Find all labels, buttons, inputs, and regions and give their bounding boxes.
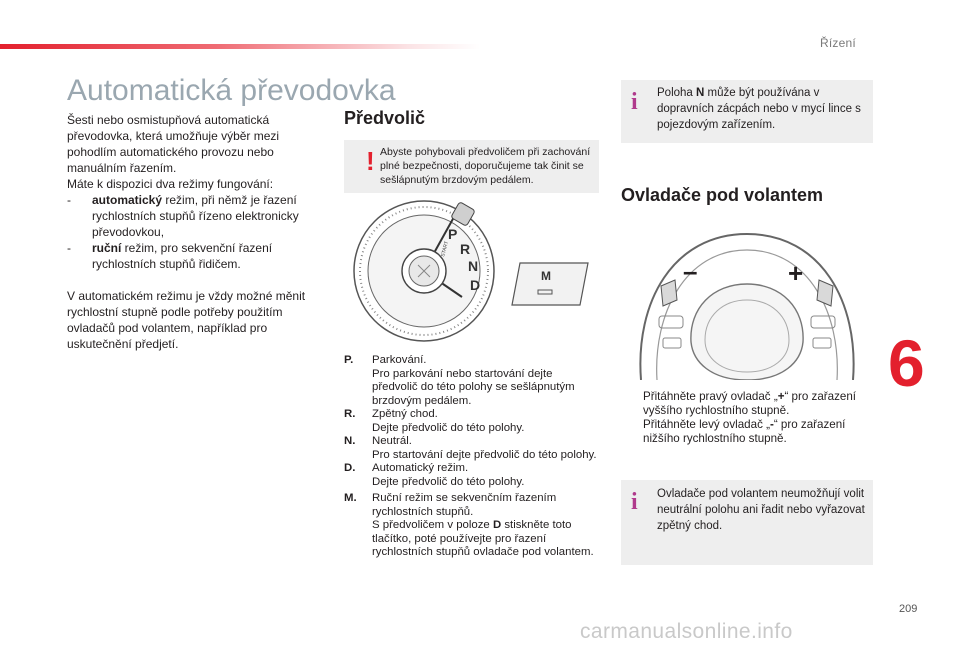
mode-desc: režim, pro sekvenční řazení rychlostních stupňů řidičem. <box>92 241 273 271</box>
warning-box <box>344 140 599 193</box>
gear-text: S předvoličem v poloze <box>372 519 493 531</box>
gear-item-d <box>344 462 599 476</box>
section-label: Řízení <box>820 36 856 50</box>
gear-item-p <box>344 354 599 368</box>
header-accent-bar <box>0 44 480 49</box>
gear-key: R. <box>344 408 356 420</box>
gear-instruction <box>344 368 599 409</box>
mode-name: ruční <box>92 241 122 255</box>
paddle-text-bold: + <box>777 390 785 403</box>
info-text-bold: N <box>696 87 705 99</box>
start-label: START <box>440 240 451 258</box>
watermark: carmanualsonline.info <box>580 620 793 643</box>
gear-title: Zpětný chod. <box>372 408 438 420</box>
info-text-top <box>657 85 871 133</box>
dial-letter-r: R <box>460 241 471 257</box>
paddle-minus-shape <box>661 280 677 306</box>
gear-text: stiskněte toto tlačítko, poté používejte pro řazení rychlostních stupňů ovladače pod volantem. <box>372 519 594 558</box>
gear-text: Dejte předvolič do této polohy. <box>372 475 525 488</box>
paddle-text: “ pro zařazení nižšího rychlostního stupně. <box>643 418 846 445</box>
mode-item-manual <box>67 240 319 272</box>
paddle-item-minus <box>621 418 876 446</box>
gear-key: P. <box>344 354 354 366</box>
mode-name: automatický <box>92 193 163 207</box>
gear-title: Automatický režim. <box>372 462 469 474</box>
dial-letter-d: D <box>470 277 481 293</box>
paddle-text-bold: - <box>769 418 774 431</box>
gear-instruction <box>344 519 599 560</box>
paddle-plus-shape <box>817 280 833 306</box>
gear-instruction <box>344 476 599 490</box>
gear-selector-illustration <box>344 199 599 345</box>
info-box-top <box>621 80 873 143</box>
gear-text: Pro parkování nebo startování dejte předvolič do této polohy se sešlápnutým brzdovým pedálem. <box>372 367 575 407</box>
auto-mode-note: V automatickém režimu je vždy možné měnit rychlostní stupně podle potřeby použitím ovladačů pod volantem, například pro uskutečnění předjetí. <box>67 289 306 351</box>
paddles-heading: Ovladače pod volantem <box>621 185 824 205</box>
gear-item-r <box>344 408 599 422</box>
gear-item-m <box>344 492 599 519</box>
info-icon: i <box>631 89 638 115</box>
wheel-hub <box>691 284 803 380</box>
page-title: Automatická převodovka <box>67 74 396 107</box>
gear-list <box>344 354 599 560</box>
mode-desc: režim, při němž je řazení rychlostních stupňů řízeno elektronicky převodovkou, <box>92 193 299 239</box>
intro-paragraph: Šesti nebo osmistupňová automatická převodovka, která umožňuje výběr mezi pohodlím automatického provozu nebo manuálním řazením. <box>67 113 280 175</box>
mode-item-automatic <box>67 192 319 240</box>
gear-title: Neutrál. <box>372 435 412 447</box>
info-icon: i <box>631 489 638 515</box>
gear-instruction <box>344 422 599 436</box>
gear-item-n <box>344 435 599 449</box>
steering-wheel-illustration <box>621 222 873 380</box>
gear-key: M. <box>344 492 357 504</box>
modes-intro: Máte k dispozici dva režimy fungování: <box>67 177 274 191</box>
dial-letter-n: N <box>468 258 479 274</box>
gear-text-bold: D <box>492 519 502 531</box>
mode-dash: - <box>67 241 71 255</box>
dial-letter-p: P <box>448 226 458 242</box>
paddles-list <box>621 390 876 446</box>
info-box-bottom <box>621 480 873 565</box>
wheel-button-right-2 <box>813 338 831 348</box>
paddle-plus-label: + <box>788 258 804 288</box>
gear-title: Ruční režim se sekvenčním řazením rychlostních stupňů. <box>372 492 557 518</box>
chapter-number: 6 <box>888 326 925 400</box>
paddle-text: Přitáhněte pravý ovladač „ <box>643 390 778 403</box>
intro-column <box>67 112 319 352</box>
selector-heading: Předvolič <box>344 108 426 128</box>
info-text: může být používána v dopravních zácpách nebo v mycí lince s pojezdovým zařízením. <box>657 87 861 131</box>
gear-text: Dejte předvolič do této polohy. <box>372 421 525 434</box>
gear-key: N. <box>344 435 356 447</box>
gear-title: Parkování. <box>372 354 427 366</box>
info-text: Poloha <box>657 87 697 99</box>
paddle-text: Přitáhněte levý ovladač „ <box>643 418 770 431</box>
info-text-bottom: Ovladače pod volantem neumožňují volit neutrální polohu ani řadit nebo vyřazovat zpětný chod. <box>657 488 865 532</box>
warning-icon: ! <box>366 146 375 176</box>
gear-text: Pro startování dejte předvolič do této polohy. <box>372 448 597 461</box>
mode-dash: - <box>67 193 71 207</box>
paddle-text: “ pro zařazení vyššího rychlostního stupně. <box>643 390 856 417</box>
m-button-label: M <box>541 269 551 283</box>
paddle-item-plus <box>621 390 876 418</box>
warning-text: Abyste pohybovali předvoličem při zachování plné bezpečnosti, doporučujeme tak činit se sešlápnutým brzdovým pedálem. <box>380 146 591 186</box>
gear-instruction <box>344 449 599 463</box>
gear-key: D. <box>344 462 356 474</box>
paddle-minus-label: – <box>683 256 698 286</box>
page-number: 209 <box>899 603 918 615</box>
wheel-button-left-2 <box>663 338 681 348</box>
